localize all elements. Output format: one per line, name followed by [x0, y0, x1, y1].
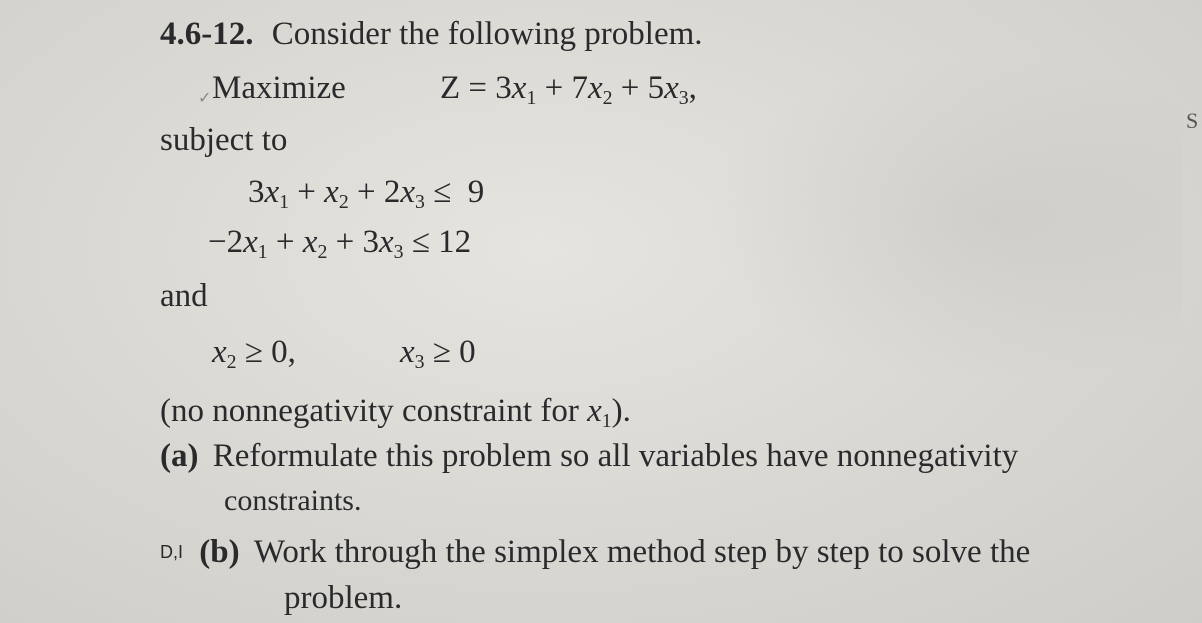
part-a-continuation: constraints. — [224, 484, 362, 517]
check-mark: ✓ — [198, 90, 212, 107]
part-b-label: (b) — [199, 534, 240, 570]
constraint-2: $-2x_1 + x_2 + 3x_3 \le 12$ — [208, 224, 472, 263]
part-b-continuation: problem. — [284, 580, 403, 616]
problem-header — [160, 18, 703, 51]
part-b-text: Work through the simplex method step by step to solve the — [253, 534, 1031, 570]
nonneg-x3: $x_3 \ge 0$ — [400, 334, 476, 373]
subject-to-label: subject to — [160, 122, 288, 158]
part-a — [160, 440, 1018, 473]
problem-number: 4.6-12. — [160, 16, 254, 52]
and-label: and — [160, 278, 208, 314]
constraint-1: $3x_1 + x_2 + 2x_3 \le 9$ — [248, 174, 485, 213]
objective-expression: $Z = 3x_1 + 7x_2 + 5x_3$, — [440, 70, 697, 109]
objective-label: Maximize — [212, 70, 346, 106]
free-variable-note: (no nonnegativity constraint for $x_1$). — [160, 393, 631, 432]
part-a-label: (a) — [160, 438, 199, 474]
part-a-text: Reformulate this problem so all variables have nonnegativity — [212, 438, 1019, 474]
nonneg-x2: $x_2 \ge 0$, — [212, 334, 296, 373]
show-through-shadow — [702, 55, 1182, 385]
problem-intro: Consider the following problem. — [271, 16, 703, 52]
part-b-prefix: D,I — [160, 542, 184, 562]
edge-letter: S — [1186, 108, 1199, 133]
part-b — [160, 536, 1030, 569]
